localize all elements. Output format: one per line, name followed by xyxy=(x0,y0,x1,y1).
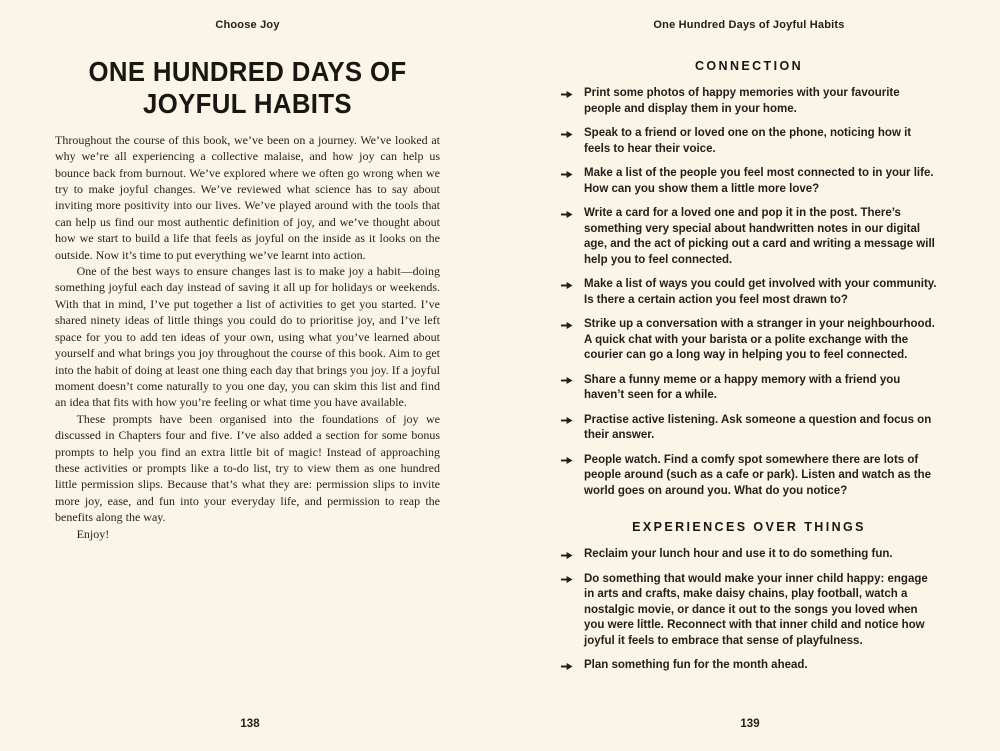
list-item-text: Strike up a conversation with a stranger in your neighbourhood. A quick chat with your barista or a polite exchange with the courier can go a long way in helping you to feel connected. xyxy=(584,318,935,361)
arrow-bullet-icon xyxy=(560,130,574,139)
arrow-bullet-icon xyxy=(560,551,574,560)
chapter-title-line-2: JOYFUL HABITS xyxy=(143,87,352,119)
list-item-text: Speak to a friend or loved one on the phone, noticing how it feels to hear their voice. xyxy=(584,127,912,155)
arrow-bullet-icon xyxy=(560,321,574,330)
left-body xyxy=(55,132,440,542)
list-item-text: Write a card for a loved one and pop it in the post. There’s something very special about handwritten notes in our digital age, and the act of picking out a card and writing a message will help you to feel connected. xyxy=(584,207,935,266)
running-head-left: Choose Joy xyxy=(215,19,280,31)
list-item-text: Do something that would make your inner child happy: engage in arts and crafts, make daisy chains, play football, watch a nostalgic movie, or dance it out to the songs you loved when you were little. Reconnect with that inner child and notice how joyful it feels to embrace that sense of playfulness. xyxy=(584,572,928,647)
list-item-text: Practise active listening. Ask someone a question and focus on their answer. xyxy=(584,413,932,441)
list-item xyxy=(560,317,938,364)
body-paragraph: One of the best ways to ensure changes last is to make joy a habit—doing something joyful each day instead of saving it all up for holidays or weekends. With that in mind, I’ve put together a list of activities to get you started. I’ve shared ninety ideas of little things you could do to prioritise joy, and I’ve left space for you to add ten ideas of your own, using what you’ve learned about yourself and what brings you joy throughout the course of this book. Aim to get into the habit of doing at least one thing each day that brings you joy. If a joyful moment doesn’t come naturally to you one day, you can skim this list and find an idea that fits with how you’re feeling or what time you have available. xyxy=(55,264,440,410)
list-item-text: People watch. Find a comfy spot somewhere there are lots of people around (such as a cafe or park). Listen and watch as the world goes on around you. What do you notice? xyxy=(584,453,932,497)
list-item-text: Make a list of the people you feel most connected to in your life. How can you show them a little more love? xyxy=(584,167,934,195)
bullet-list xyxy=(560,547,938,674)
arrow-bullet-icon xyxy=(560,281,574,290)
list-item xyxy=(560,413,938,444)
right-page xyxy=(500,0,1000,751)
body-paragraph: Enjoy! xyxy=(76,526,110,541)
section-heading: EXPERIENCES OVER THINGS xyxy=(632,520,866,534)
list-item-text: Make a list of ways you could get involved with your community. Is there a certain action you feel most drawn to? xyxy=(584,278,937,306)
body-paragraph: These prompts have been organised into the foundations of joy we discussed in Chapters four and five. I’ve also added a section for some bonus prompts to help you find an extra little bit of magic! Instead of approaching these activities or prompts like a to-do list, try to view them as one hundred little permission slips. Because that’s what they are: permission slips to invite more joy, ease, and fun into your everyday life, and permission to reap the benefits along the way. xyxy=(55,411,440,525)
chapter-title xyxy=(70,56,424,120)
body-paragraph: Throughout the course of this book, we’ve been on a journey. We’ve looked at why we’re all experiencing a collective malaise, and how joy can help us bounce back from burnout. We’ve explored where we often go wrong when we try to make joyful changes. We’ve reviewed what science has to say about inviting more positivity into our lives. We’ve played around with the tools that can help us find our most authentic definition of joy, and we’ve thought about how we start to build a life that feels as joyful on the inside as it looks on the outside. Now it’s time to put everything we’ve learnt into action. xyxy=(55,132,440,262)
list-item-text: Reclaim your lunch hour and use it to do something fun. xyxy=(584,548,893,560)
list-item xyxy=(560,373,938,404)
list-item xyxy=(560,547,938,563)
list-item xyxy=(560,206,938,268)
arrow-bullet-icon xyxy=(560,575,574,584)
list-item xyxy=(560,86,938,117)
list-item-text: Plan something fun for the month ahead. xyxy=(584,659,808,671)
list-item xyxy=(560,658,938,674)
list-item xyxy=(560,277,938,308)
arrow-bullet-icon xyxy=(560,662,574,671)
list-item xyxy=(560,166,938,197)
list-item xyxy=(560,453,938,500)
arrow-bullet-icon xyxy=(560,170,574,179)
arrow-bullet-icon xyxy=(560,210,574,219)
list-item-text: Print some photos of happy memories with your favourite people and display them in your home. xyxy=(584,87,900,115)
running-head-right: One Hundred Days of Joyful Habits xyxy=(653,19,845,31)
bullet-list xyxy=(560,86,938,499)
page-number-left: 138 xyxy=(240,718,260,730)
arrow-bullet-icon xyxy=(560,456,574,465)
arrow-bullet-icon xyxy=(560,90,574,99)
list-item xyxy=(560,126,938,157)
section-heading: CONNECTION xyxy=(694,59,804,73)
list-item xyxy=(560,572,938,650)
arrow-bullet-icon xyxy=(560,376,574,385)
list-item-text: Share a funny meme or a happy memory with a friend you haven’t seen for a while. xyxy=(584,373,901,401)
right-sections xyxy=(560,59,938,674)
chapter-title-line-1: ONE HUNDRED DAYS OF xyxy=(88,56,407,87)
page-number-right: 139 xyxy=(740,718,760,730)
arrow-bullet-icon xyxy=(560,416,574,425)
